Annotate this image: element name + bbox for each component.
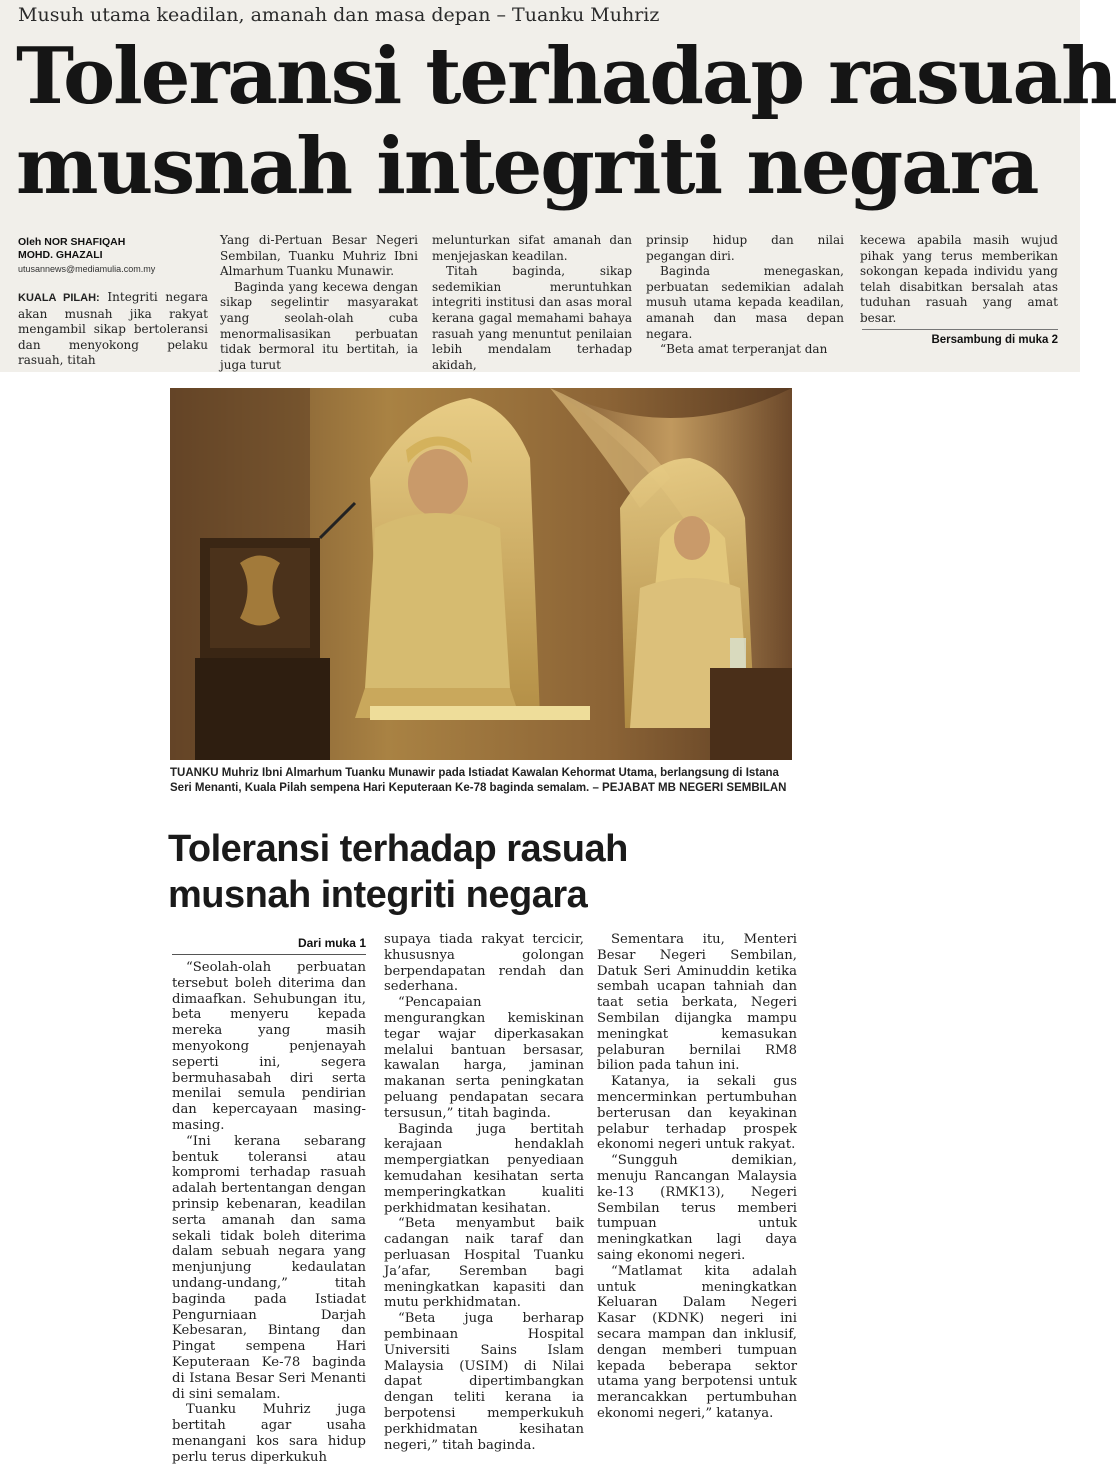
ceremony-photo	[170, 388, 792, 760]
front-column-5	[860, 233, 1058, 327]
continued-on-page: Bersambung di muka 2	[931, 334, 1058, 346]
continuation-headline	[168, 826, 808, 918]
front-paragraph: “Beta amat terperanjat dan	[660, 342, 828, 357]
front-column-3	[432, 233, 632, 373]
byline	[18, 236, 208, 276]
front-column-1	[18, 290, 208, 369]
byline-name-line-2: MOHD. GHAZALI	[18, 249, 103, 261]
front-column-2	[220, 233, 418, 373]
front-paragraph: Baginda menegaskan, perbuatan sedemikian adalah musuh utama kepada keadilan, amanah dan masa depan negara.	[646, 264, 844, 341]
continuation-paragraph: “Matlamat kita adalah untuk meningkatkan Keluaran Dalam Negeri Kasar (KDNK) negeri ini secara mampan dan inklusif, dengan memberi tumpuan kepada beberapa sektor utama yang berpotensi untuk merancakkan pertumbuhan ekonomi negeri,” katanya.	[597, 1263, 797, 1421]
continuation-paragraph: “Ini kerana sebarang bentuk toleransi atau kompromi terhadap rasuah adalah bertentangan dengan prinsip kebenaran, keadilan serta amanah dan sama sekali tidak boleh diterima dalam sebuah negara yang menjunjung kedaulatan undang-undang,” titah baginda pada Istiadat Pengurniaan Darjah Kebesaran, Bintang dan Pingat sempena Hari Keputeraan Ke-78 baginda di Istana Besar Seri Menanti di sini semalam.	[172, 1133, 366, 1402]
kicker-quote: Musuh utama keadilan, amanah dan masa depan – Tuanku Muhriz	[18, 4, 660, 26]
dateline: KUALA PILAH:	[18, 292, 100, 304]
front-paragraph: Yang di-Pertuan Besar Negeri Sembilan, Tuanku Muhriz Ibni Almarhum Tuanku Munawir.	[220, 233, 418, 279]
front-page-clipping	[0, 0, 1116, 372]
from-page-label: Dari muka 1	[297, 936, 366, 950]
continuation-headline-line-2: musnah integriti negara	[168, 874, 588, 916]
continuation-paragraph: Tuanku Muhriz juga bertitah agar usaha menangani kos sara hidup perlu terus diperkukuh	[172, 1402, 366, 1465]
front-paragraph: prinsip hidup dan nilai pegangan diri.	[646, 233, 844, 263]
continuation-column-3	[597, 932, 797, 1422]
front-paragraph	[18, 290, 208, 369]
continuation-column-2	[384, 932, 584, 1453]
continuation-paragraph: “Beta juga berharap pembinaan Hospital Universiti Sains Islam Malaysia (USIM) di Nilai dapat dipertimbangkan dengan teliti kerana ia berpotensi memperkukuh perkhidmatan kesihatan negeri,” titah baginda.	[384, 1311, 584, 1453]
continuation-divider	[862, 329, 1058, 330]
continuation-paragraph: supaya tiada rakyat tercicir, khususnya golongan berpendapatan rendah dan sederhana.	[384, 932, 584, 995]
continuation-column-1	[172, 960, 366, 1466]
continuation-paragraph: Katanya, ia sekali gus mencerminkan pertumbuhan berterusan dan keyakinan pelabur terhadap prospek ekonomi negeri untuk rakyat.	[597, 1074, 797, 1153]
continuation-paragraph: “Pencapaian mengurangkan kemiskinan tegar wajar diperkasakan melalui bantuan bersasar, kawalan harga, jaminan makanan serta peningkatan peluang pendapatan secara tersusun,” titah baginda.	[384, 995, 584, 1121]
byline-email: utusannews@mediamulia.com.my	[18, 264, 156, 274]
continuation-paragraph: Sementara itu, Menteri Besar Negeri Sembilan, Datuk Seri Aminuddin ketika sembah ucapan tahniah dan taat setia berkata, Negeri Sembilan dijangka mampu meningkat kemasukan pelaburan bernilai RM8 bilion pada tahun ini.	[597, 932, 797, 1074]
front-paragraph: melunturkan sifat amanah dan menjejaskan keadilan.	[432, 233, 632, 263]
front-column-4	[646, 233, 844, 358]
continuation-paragraph: “Beta menyambut baik cadangan naik taraf dan perluasan Hospital Tuanku Ja’afar, Seremban bagi meningkatkan kapasiti dan mutu perkhidmatan.	[384, 1216, 584, 1311]
lead-text: Integriti negara akan musnah jika rakyat mengambil sikap bertoleransi dan menyokong pelaku rasuah, titah	[18, 290, 208, 368]
continuation-paragraph: “Seolah-olah perbuatan tersebut boleh diterima dan dimaafkan. Sehubungan itu, beta menyeru kepada mereka yang masih menyokong penjenayah seperti ini, segera bermuhasabah diri serta menilai semula pendirian dan kepercayaan masing-masing.	[172, 960, 366, 1133]
continuation-paragraph: Baginda juga bertitah kerajaan hendaklah mempergiatkan penyediaan kemudahan kesihatan serta memperingkatkan kualiti perkhidmatan kesihatan.	[384, 1121, 584, 1216]
ceremony-photo-illustration	[170, 388, 792, 760]
photo-caption: TUANKU Muhriz Ibni Almarhum Tuanku Munawir pada Istiadat Kawalan Kehormat Utama, berlangsung di Istana Seri Menanti, Kuala Pilah sempena Hari Keputeraan Ke-78 baginda semalam. – PEJABAT MB NEGERI SEMBILAN	[170, 767, 787, 794]
main-headline-line-1: Toleransi terhadap rasuah	[16, 31, 1116, 122]
main-headline-line-2: musnah integriti negara	[16, 121, 1038, 212]
continuation-headline-line-1: Toleransi terhadap rasuah	[168, 828, 628, 870]
main-headline	[16, 31, 1116, 212]
byline-name-line-1: Oleh NOR SHAFIQAH	[18, 236, 126, 248]
from-page-divider	[172, 954, 366, 955]
continuation-paragraph: “Sungguh demikian, menuju Rancangan Malaysia ke-13 (RMK13), Negeri Sembilan terus memberi tumpuan untuk meningkatkan lagi daya saing ekonomi negeri.	[597, 1153, 797, 1263]
front-paragraph: Titah baginda, sikap sedemikian meruntuhkan integriti institusi dan asas moral kerana gagal memahami bahaya rasuah yang menuntut penilaian lebih mendalam terhadap akidah,	[432, 264, 632, 372]
front-paragraph: kecewa apabila masih wujud pihak yang terus memberikan sokongan kepada individu yang telah disabitkan bersalah atas tuduhan rasuah yang amat besar.	[860, 233, 1058, 325]
front-paragraph: Baginda yang kecewa dengan sikap segelintir masyarakat yang seolah-olah cuba menormalisasikan perbuatan tidak bermoral itu bertitah, ia juga turut	[220, 279, 418, 372]
